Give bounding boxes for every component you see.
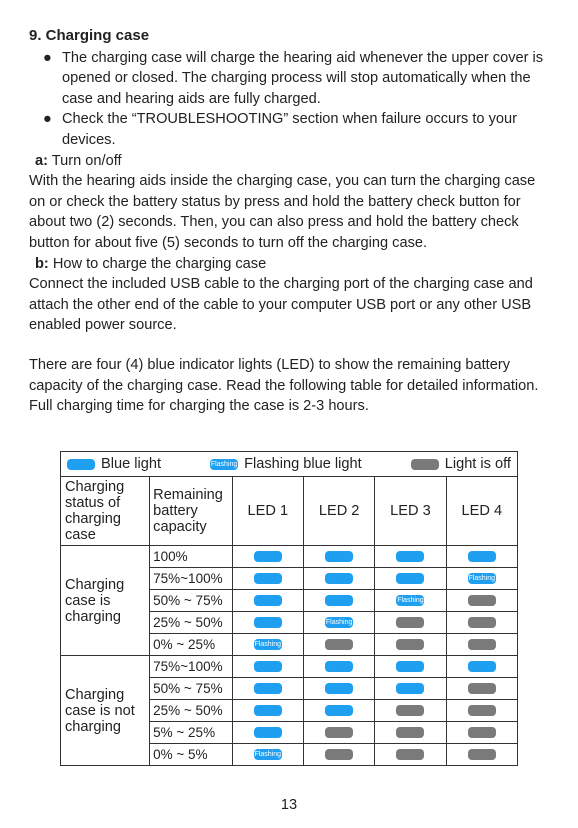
led-flashing-icon: Flashing [468,575,496,583]
legend-off [411,456,511,472]
led-off-icon [468,639,496,650]
led-cell [446,634,517,656]
status-cell: Charging case is charging [61,546,150,656]
led-cell [446,612,517,634]
led-off-icon [468,683,496,694]
bullet-item [29,109,549,150]
capacity-cell: 5% ~ 25% [150,722,232,744]
subsection-a-title [29,151,549,172]
led-on-icon [325,595,353,606]
led-cell [375,722,446,744]
subsection-label: Turn on/off [51,152,122,169]
led-cell [232,722,303,744]
led-cell [303,612,374,634]
led-cell [232,744,303,766]
led-cell [303,546,374,568]
led-cell [232,546,303,568]
led-off-icon [396,617,424,628]
led-on-icon [396,661,424,672]
led-on-icon [396,551,424,562]
led-cell [232,634,303,656]
subsection-label: How to charge the charging case [52,255,267,272]
led-on-icon [325,705,353,716]
led-on-icon [325,683,353,694]
led-on-icon [468,661,496,672]
subsection-b-title [29,254,549,275]
led-off-icon [325,749,353,760]
led-off-icon [325,727,353,738]
header-led-3: LED 3 [375,477,446,546]
capacity-cell: 100% [150,546,232,568]
led-cell [446,722,517,744]
capacity-cell: 75%~100% [150,568,232,590]
led-on-icon [325,573,353,584]
bullet-item [29,48,549,110]
led-off-icon [411,459,439,470]
subsection-key: a: [35,152,48,169]
led-on-icon [468,551,496,562]
led-cell [446,700,517,722]
section-heading: 9. Charging case [29,27,150,44]
led-off-icon [396,705,424,716]
led-on-icon [67,459,95,470]
header-status: Charging status of charging case [61,477,150,546]
led-flashing-icon: Flashing [210,460,238,468]
document-body [29,26,549,417]
led-flashing-icon: Flashing [254,641,282,649]
paragraph-turn-on-off: With the hearing aids inside the charging case, you can turn the charging case on or check the battery status by press and hold the battery check button for about two (2) seconds. Then, you can also press and hold the battery check button for about five (5) seconds to turn off the charging case. [29,173,536,251]
led-cell [446,678,517,700]
led-cell [375,568,446,590]
capacity-cell: 0% ~ 5% [150,744,232,766]
led-on-icon [325,661,353,672]
led-cell [375,546,446,568]
led-cell [232,590,303,612]
led-flashing-icon: Flashing [325,619,353,627]
table-row [61,656,518,678]
header-capacity: Remaining battery capacity [150,477,232,546]
led-cell [375,700,446,722]
led-cell [303,590,374,612]
led-cell [303,656,374,678]
led-cell [446,590,517,612]
legend-off-label: Light is off [444,456,511,472]
bullet-text: The charging case will charge the hearing aid whenever the upper cover is opened or closed. The charging process will stop automatically when the case and hearing aids are fully charged. [62,49,544,107]
led-cell [446,568,517,590]
led-cell [303,700,374,722]
legend-row [61,452,518,477]
legend-flashing-label: Flashing blue light [244,456,362,472]
led-status-table [60,451,518,766]
bullet-text: Check the “TROUBLESHOOTING” section when failure occurs to your devices. [62,111,517,148]
led-cell [375,590,446,612]
led-off-icon [468,595,496,606]
led-cell [232,700,303,722]
capacity-cell: 50% ~ 75% [150,590,232,612]
legend-blue-label: Blue light [101,456,162,472]
led-cell [232,568,303,590]
table-row [61,546,518,568]
led-cell [375,744,446,766]
led-on-icon [254,661,282,672]
led-cell [446,546,517,568]
led-on-icon [396,683,424,694]
led-cell [303,568,374,590]
led-off-icon [468,749,496,760]
led-off-icon [468,705,496,716]
capacity-cell: 25% ~ 50% [150,612,232,634]
led-on-icon [254,705,282,716]
header-led-4: LED 4 [446,477,517,546]
led-off-icon [325,639,353,650]
led-on-icon [396,573,424,584]
led-on-icon [254,683,282,694]
led-flashing-icon: Flashing [397,597,424,605]
bullet-icon: ● [43,49,52,66]
header-led-2: LED 2 [303,477,374,546]
led-cell [232,656,303,678]
led-cell [232,612,303,634]
led-off-icon [468,617,496,628]
capacity-cell: 0% ~ 25% [150,634,232,656]
led-cell [375,678,446,700]
status-cell: Charging case is not charging [61,656,150,766]
led-on-icon [254,573,282,584]
capacity-cell: 50% ~ 75% [150,678,232,700]
led-on-icon [254,551,282,562]
led-off-icon [396,727,424,738]
paragraph-how-to-charge: Connect the included USB cable to the charging port of the charging case and attach the other end of the cable to your computer USB port or any other USB enabled power source. [29,276,533,334]
led-cell [375,612,446,634]
capacity-cell: 75%~100% [150,656,232,678]
led-off-icon [396,749,424,760]
led-on-icon [254,617,282,628]
led-on-icon [254,727,282,738]
led-off-icon [396,639,424,650]
subsection-key: b: [35,255,49,272]
led-cell [375,656,446,678]
led-on-icon [254,595,282,606]
paragraph-indicator-lights: There are four (4) blue indicator lights (LED) to show the remaining battery capacity of the charging case. Read the following table for detailed information. Full charging time for charging the case is 2-3 hours. [29,356,539,415]
led-cell [232,678,303,700]
led-cell [303,678,374,700]
bullet-icon: ● [43,111,52,128]
led-off-icon [468,727,496,738]
capacity-cell: 25% ~ 50% [150,700,232,722]
header-led-1: LED 1 [232,477,303,546]
led-cell [446,744,517,766]
led-on-icon [325,551,353,562]
legend-blue [67,456,161,472]
led-cell [303,634,374,656]
led-cell [446,656,517,678]
led-flashing-icon: Flashing [254,751,282,759]
led-cell [303,744,374,766]
page-number: 13 [280,797,298,813]
legend-flashing [210,456,362,472]
led-cell [303,722,374,744]
led-cell [375,634,446,656]
